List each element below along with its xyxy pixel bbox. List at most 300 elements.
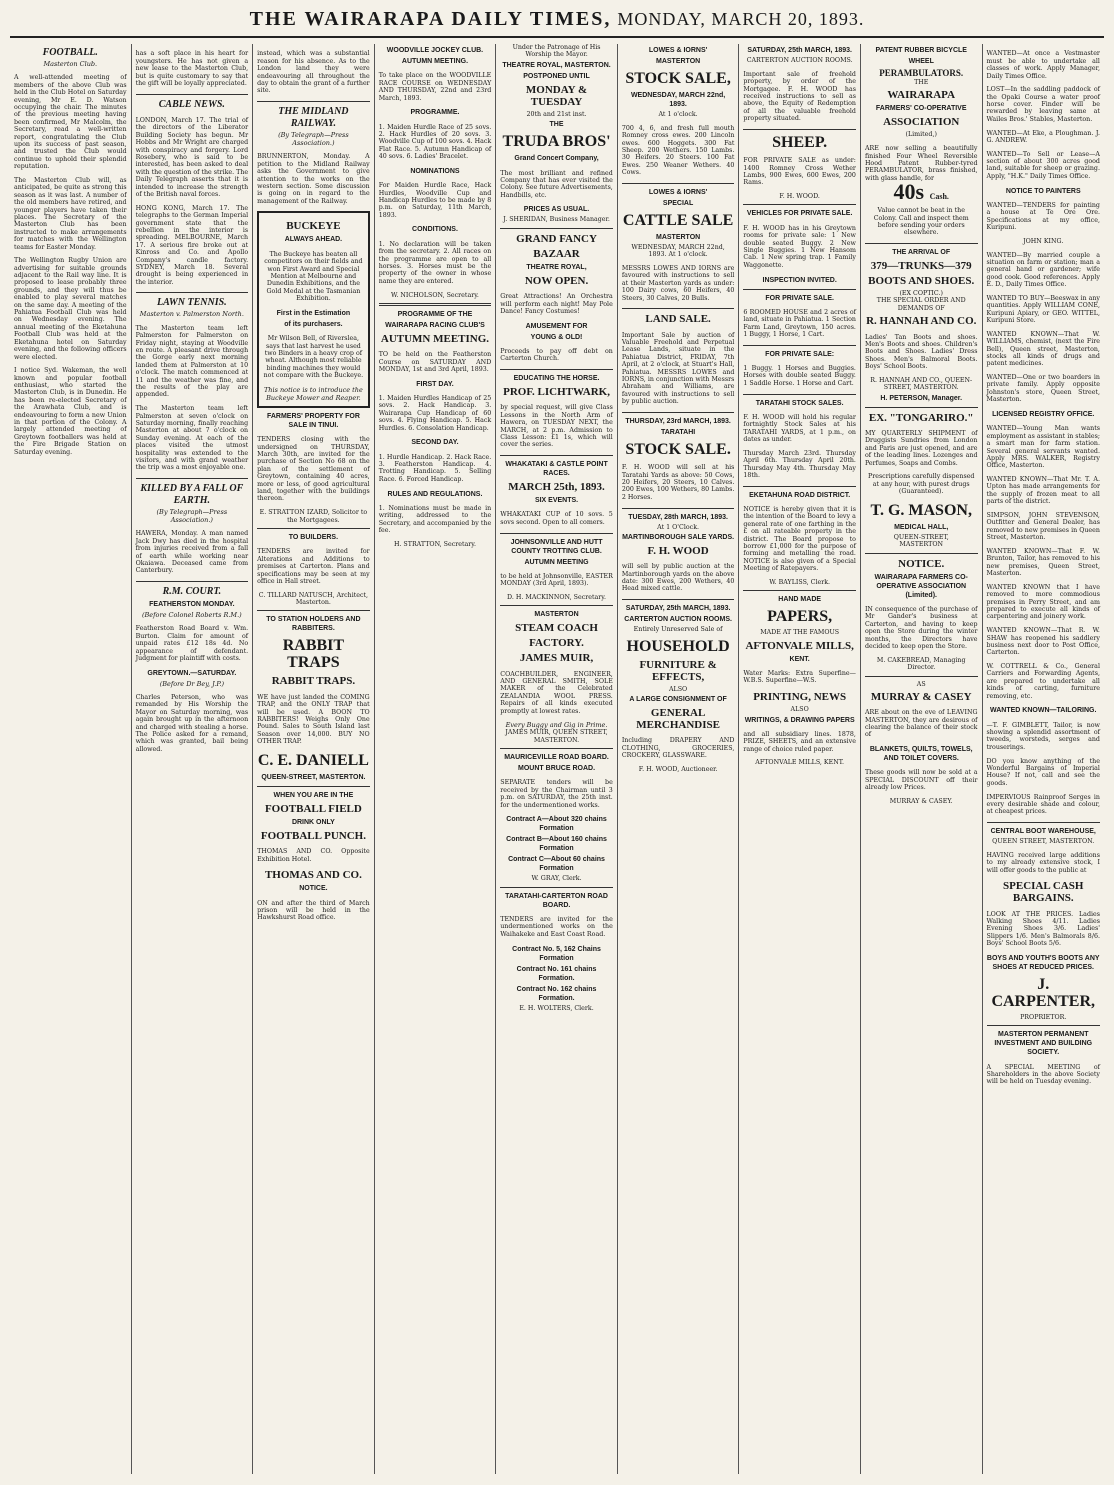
advert-text: 6 ROOMED HOUSE and 2 acres of land, situate in Pahiatua. 1 Section Farm Land, Greytown, 150 acres. 1 Buggy, 1 Horse, 1 Cart. bbox=[743, 308, 856, 339]
divider bbox=[379, 303, 492, 306]
advert-heading: PROGRAMME. bbox=[410, 109, 460, 117]
advert-heading: CONDITIONS. bbox=[412, 226, 458, 234]
divider bbox=[743, 486, 856, 487]
advert-text: IN consequence of the purchase of Mr Gander's business at Carterton, and having to keep open the Store during the winter months, the Directors have decided to keep open the Store. bbox=[864, 605, 978, 650]
advert-text: 1. Nominations must be made in writing, addressed to the Secretary, and accompanied by the fee. bbox=[378, 504, 492, 535]
section-subtitle: (By Telegraph—Press Association.) bbox=[278, 131, 349, 148]
advert-heading: VEHICLES FOR PRIVATE SALE. bbox=[746, 210, 853, 218]
advert-text: ON and after the third of March prison will be held in the Hawkshurst Road office. bbox=[257, 899, 370, 922]
advert-signature: M. CAKEBREAD, Managing Director. bbox=[876, 656, 966, 672]
advert-heading: TARATAHI STOCK SALES. bbox=[755, 399, 844, 407]
divider bbox=[743, 345, 856, 346]
advert-title: BAZAAR bbox=[533, 247, 580, 260]
classified-ad: WANTED KNOWN—That F. W. Brunton, Tailor, has removed to his new premises, Queen Street, Masterton. bbox=[986, 547, 1100, 578]
advert-line: WRITINGS, & DRAWING PAPERS bbox=[744, 716, 855, 724]
classified-ad: WANTED—At once a Vestmaster must be able to undertake all classes of work. Apply Manager, Daily Times Office. bbox=[986, 50, 1100, 80]
advert-line: CARTERTON AUCTION ROOMS. bbox=[746, 57, 853, 64]
advert-line: BOYS AND YOUTH'S BOOTS ANY SHOES AT REDUCED PRICES. bbox=[986, 954, 1100, 971]
divider bbox=[136, 94, 249, 95]
section-title: R.M. COURT. bbox=[162, 586, 222, 598]
article-text: HAWERA, Monday. A man named Jack Dwy has died in the hospital from injuries received from a fall of earth while working near Okaiawa. Deceased came from Canterbury. bbox=[135, 530, 249, 575]
divider bbox=[257, 528, 370, 529]
advert-firm: C. E. DANIELL bbox=[257, 751, 369, 769]
advert-heading: RULES AND REGULATIONS. bbox=[387, 490, 483, 498]
column-3 bbox=[253, 44, 375, 1474]
divider bbox=[987, 822, 1100, 823]
advert-subtitle: POSTPONED UNTIL bbox=[523, 72, 590, 80]
divider bbox=[257, 786, 370, 787]
advert-text: by special request, will give Class Lessons in the North Arm of Hawera, on TUESDAY NEXT, the MARCH, at 2 p.m. Admission to Class Lesson: £1 1s, which will cover the series. bbox=[500, 404, 613, 449]
issue-date: MONDAY, MARCH 20, 1893. bbox=[617, 9, 865, 29]
price-cash: Cash. bbox=[929, 192, 949, 202]
classified-ad: WANTED KNOWN—That W. WILLIAMS, chemist, (next the Fire Bell), Queen street, Masterton, stocks all kinds of drugs and patent medicines. bbox=[986, 330, 1100, 368]
advert-signature: F. H. WOOD. bbox=[779, 193, 820, 201]
advert-firm: AFTONVALE MILLS, bbox=[745, 639, 854, 652]
advert-signature: J. SHERIDAN, Business Manager. bbox=[503, 216, 610, 224]
advert-line: 20th and 21st inst. bbox=[526, 110, 587, 118]
classified-ad: WANTED—TENDERS for painting a house at Te Ore Ore. Specifications at my office, Kuripuni. bbox=[986, 201, 1100, 232]
advert-line: Contract No. 162 chains Formation. bbox=[516, 985, 597, 1002]
advert-title: SPECIAL CASH BARGAINS. bbox=[1003, 880, 1084, 905]
column-8 bbox=[861, 44, 983, 1474]
divider bbox=[500, 369, 613, 370]
advert-text: WE have just landed the COMING TRAP, and the ONLY TRAP that will be used. A BOON TO RABBITERS! Weighs Only One Pound. Sales to South Island last Season over 14,000. BUY NO OTHER TRAP. bbox=[257, 693, 370, 746]
advert-line: WEDNESDAY, MARCH 22nd, 1893. bbox=[630, 92, 726, 108]
section-subtitle: (Before Colonel Roberts R.M.) bbox=[141, 611, 242, 620]
advert-line: WAIRARAPA FARMERS CO-OPERATIVE ASSOCIATION (Limited). bbox=[874, 573, 968, 599]
classified-ad: WANTED—Young Man wants employment as assistant in stables; a smart man for farm station. Several general servants wanted. Apply MRS. WALKER, Registry Office, Masterton. bbox=[986, 425, 1100, 470]
section-title: FOOTBALL. bbox=[42, 47, 98, 58]
advert-heading: MASTERTON PERMANENT INVESTMENT AND BUILDING SOCIETY. bbox=[994, 1031, 1093, 1057]
advert-text: These goods will now be sold at a SPECIAL DISCOUNT off their already low Prices. bbox=[864, 769, 978, 792]
divider bbox=[865, 407, 978, 408]
advert-text: The most brilliant and refined Company that has ever visited the Colony. See future Advertisements, Handbills, etc. bbox=[500, 169, 613, 199]
advert-title: STOCK SALE. bbox=[625, 440, 731, 458]
advert-signature: JAMES MUIR, QUEEN STREET, MASTERTON. bbox=[505, 729, 608, 744]
advert-signature: C. TILLARD NATUSCH, Architect, Masterton. bbox=[258, 591, 369, 607]
divider bbox=[987, 1025, 1100, 1026]
advert-title: 379—TRUNKS—379 bbox=[870, 260, 972, 273]
article-text: LONDON, March 17. The trial of the directors of the Liberator Building Society has begun. Mr Hobbs and Mr Wright are charged with conspiracy and forgery. Lord Rosebery, who is said to be interested, has been asked to deal with the question of the strike. The Daily Telegraph asserts that it is intended to increase the strength of the British naval forces. bbox=[135, 116, 249, 198]
advert-line: MASTERTON bbox=[655, 58, 701, 65]
classified-ad: WANTED—One or two boarders in private family. Apply opposite Johnston's store, Queen Street, Masterton. bbox=[986, 374, 1100, 404]
advert-firm: THOMAS AND CO. bbox=[264, 869, 362, 882]
advert-text: WHAKATAKI CUP of 10 sovs. 5 sovs second. Open to all comers. bbox=[500, 511, 613, 526]
divider bbox=[622, 308, 735, 309]
divider bbox=[743, 394, 856, 395]
advert-text: Thursday March 23rd. Thursday April 6th. Thursday April 20th. Thursday May 4th. Thursday May 18th. bbox=[743, 449, 856, 479]
advert-text: TENDERS closing with the undersigned on THURSDAY, March 30th, are invited for the purchase of Section No 68 on the plan of the settlement of Greytown, containing 40 acres, more or less, of good agricultural land, together with the buildings thereon. bbox=[257, 436, 370, 503]
divider bbox=[865, 243, 978, 244]
classified-ad: DO you know anything of the Wonderful Bargains of Imperial House? If not, call and see the goods. bbox=[986, 757, 1100, 787]
advert-text: to be held at Johnsonville, EASTER MONDAY (3rd April, 1893). bbox=[500, 572, 613, 588]
divider bbox=[500, 887, 613, 888]
advert-line: THEATRE ROYAL, bbox=[526, 263, 587, 271]
advert-heading: EKETAHUNA ROAD DISTRICT. bbox=[749, 491, 851, 499]
article-text: The Wellington Rugby Union are advertising for suitable grounds adjacent to the Rail way line. It is proposed to lease probably three grounds, and they will thus be enabled to play several matches on the same day. A meeting of the Pahiatua Football Club was held on Wednesday evening. The annual meeting of the Eketahuna Football Club was held at the Eketahuna hotel on Saturday evening, and the following officers were elected. bbox=[14, 257, 127, 361]
article-text: Featherston Road Board v. Wm. Burton. Claim for amount of unpaid rates £12 18s 4d. No appearance of defendant. Judgment for plaintiff with costs. bbox=[135, 625, 249, 663]
divider bbox=[865, 676, 978, 677]
advert-signature: AFTONVALE MILLS, KENT. bbox=[755, 759, 845, 767]
divider bbox=[136, 581, 249, 582]
divider bbox=[622, 183, 735, 184]
advert-firm: MURRAY & CASEY bbox=[870, 690, 972, 703]
advert-text: Ladies' Tan Boots and shoes. Men's Boots and shoes. Children's Boots and Shoes. Ladies' Dress Shoes. Men's Balmoral Boots. Boys' School Boots. bbox=[864, 333, 978, 371]
classified-ad: WANTED—To Sell or Lease—A section of about 300 acres good land, suitable for sheep or grazing. Apply, "H.K." Daily Times Office. bbox=[986, 150, 1100, 180]
advert-signature: W. GRAY, Clerk. bbox=[531, 875, 582, 883]
advert-heading: WOODVILLE JOCKEY CLUB. bbox=[386, 47, 484, 54]
advert-text: 1. Maiden Hurdles Handicap of 25 sovs. 2. Hack Handicap. 3. Wairarapa Cup Handicap of 60 sovs. 4. Flying Handicap. 5. Hack Hurdles. 6. Consolation Handicap. bbox=[378, 395, 492, 432]
advert-line: Contract C—About 60 chains Formation bbox=[508, 856, 605, 873]
advert-heading: JOHNSONVILLE AND HUTT COUNTY TROTTING CLUB. bbox=[510, 538, 603, 555]
advert-title: MARCH 25th, 1893. bbox=[508, 481, 605, 494]
column-9 bbox=[983, 44, 1104, 1474]
advert-line: DRINK ONLY bbox=[291, 818, 335, 826]
article-text: The Masterton Club will, as anticipated, be quite as strong this season as it was last. A number of the old members have retired, and younger players have taken their places. The Secretary of the Masterton Club has been instructed to make arrangements for matches with the Wellington teams for Easter Monday. bbox=[14, 176, 127, 251]
classified-ad: WANTED KNOWN—That Mr. T. A. Upton has made arrangements for the supply of frozen meat to all parts of the district. bbox=[986, 476, 1100, 506]
divider bbox=[257, 101, 370, 102]
advert-line: Contract B—About 160 chains Formation bbox=[506, 836, 607, 853]
advert-title: EX. "TONGARIRO." bbox=[868, 411, 974, 424]
advert-text: SEPARATE tenders will be received by the Chairman until 3 p.m. on SATURDAY, the 25th inst. for the undermentioned works. bbox=[500, 779, 613, 809]
advert-line: Under the Patronage of His Worship the Mayor. bbox=[512, 44, 601, 59]
classified-ad: W. COTTRELL & Co., General Carriers and Forwarding Agents, are prepared to undertake all kinds of carting, furniture removing, etc. bbox=[986, 663, 1100, 700]
section-title: THE MIDLAND RAILWAY. bbox=[278, 106, 349, 130]
advert-title: GRAND FANCY bbox=[516, 232, 597, 245]
advert-heading: PATENT RUBBER BICYCLE bbox=[875, 47, 967, 54]
advert-line: THE bbox=[914, 79, 929, 86]
column-2 bbox=[132, 44, 254, 1474]
advert-line: ALSO bbox=[668, 685, 688, 693]
advert-text: 1. Hurdle Handicap. 2. Hack Race. 3. Featherston Handicap. 4. Trotting Handicap. 5. Selling Race. 6. Forced Handicap. bbox=[378, 453, 492, 483]
classified-ad: WANTED KNOWN—That R. W. SHAW has reopened his saddlery business next door to Post Office, Carterton. bbox=[986, 627, 1100, 657]
advert-title: STEAM COACH bbox=[515, 622, 598, 635]
masthead bbox=[10, 8, 1104, 38]
classified-ad: SIMPSON, JOHN STEVENSON, Outfitter and General Dealer, has removed to new premises in Queen Street, Masterton. bbox=[986, 511, 1100, 542]
advert-title: PAPERS, bbox=[767, 608, 833, 626]
advert-text: A SPECIAL MEETING of Shareholders in the above Society will be held on Tuesday evening. bbox=[986, 1063, 1100, 1086]
advert-line: TUESDAY, 28th MARCH, 1893. bbox=[628, 513, 728, 521]
advert-line: Every Buggy and Gig in Prime. bbox=[505, 721, 608, 730]
advert-line: WEDNESDAY, MARCH 22nd, 1893. At 1 o'clock. bbox=[631, 243, 725, 259]
advert-line: Contract No. 5, 162 Chains Formation bbox=[512, 945, 601, 962]
section-heading: GREYTOWN.—SATURDAY. bbox=[147, 669, 237, 677]
advert-title: PERAMBULATORS. bbox=[879, 68, 964, 78]
advert-line: WHEEL bbox=[908, 58, 934, 65]
section-heading: FEATHERSTON MONDAY. bbox=[149, 601, 235, 609]
advert-line: ALSO bbox=[790, 706, 809, 714]
advert-line: MADE AT THE FAMOUS bbox=[760, 629, 840, 637]
article-text: The Masterton team left Palmerston for Palmerston on Friday night, staying at Woodville en route. A pleasant drive through the Gorge early next morning landed them at Palmerston at 10 o'clock. The match commenced at 11 and the weather was fine, and the results of the play are appended. bbox=[135, 324, 249, 399]
classified-ad: WANTED KNOWN that I have removed to more commodious premises in Perry Street, and am prepared to execute all kinds of carpentering and joinery work. bbox=[986, 583, 1100, 621]
advert-text: Proceeds to pay off debt on Carterton Church. bbox=[500, 347, 613, 363]
advert-signature: H. PETERSON, Manager. bbox=[880, 394, 963, 402]
advert-heading: WHEN YOU ARE IN THE bbox=[273, 791, 354, 799]
advert-heading: First in the Estimation bbox=[276, 309, 351, 317]
advert-text: and all subsidiary lines. 1878, PRIZE, SHEETS, and an extensive range of choice ruled paper. bbox=[743, 730, 856, 753]
advert-text: HAVING received large additions to my already extensive stock, I will offer goods to the public at bbox=[986, 851, 1100, 874]
classified-ad: LOST—In the saddling paddock of the Opaki Course a water proof horse cover. Finder will be rewarded by leaving same at Wailes Bros.' Stables, Masterton. bbox=[986, 86, 1100, 123]
advert-text: Prescriptions carefully dispensed at any hour, with purest drugs (Guaranteed). bbox=[867, 473, 975, 496]
advert-text: LOOK AT THE PRICES. Ladies Walking Shoes 4/11. Ladies Evening Shoes 3/6. Ladies' Slippers 1/6. Men's Balmorals 8/6. Boys' School Boots 5/6. bbox=[986, 910, 1100, 948]
advert-address: QUEEN-STREET, MASTERTON. bbox=[261, 773, 366, 781]
advert-text: Including DRAPERY AND CLOTHING, GROCERIES, CROCKERY, GLASSWARE. bbox=[621, 737, 735, 760]
advert-line: Entirely Unreserved Sale of bbox=[633, 626, 723, 634]
advert-heading: FIRST DAY. bbox=[416, 380, 454, 388]
advert-text: will sell by public auction at the Martinborough yards on the above date: 300 Ewes, 200 Wethers, 40 Head mixed cattle. bbox=[621, 563, 735, 593]
advert-line: THE bbox=[549, 121, 564, 129]
advert-text: Important Sale by auction of Valuable Freehold and Perpetual Lease Lands, situate in the Pahiatua District, FRIDAY, 7th April, at 2 o'clock, at Stuart's Hall, Pahiatua. MESSRS LOWES and IORNS, in conjunction with Messrs Abraham and Williams, are favoured with instructions to sell by public auction. bbox=[621, 331, 735, 406]
advert-heading: NOMINATIONS bbox=[410, 167, 460, 175]
advert-firm: R. HANNAH AND CO. bbox=[866, 315, 977, 328]
section-subtitle: (Before Dr Bey, J.P.) bbox=[159, 679, 224, 688]
advert-firm: WAIRARAPA bbox=[887, 89, 956, 102]
classified-ad: WANTED—By married couple a situation on farm or station; man a general hand or gardener; wife good cook. Good references. Apply E. D., Daily Times Office. bbox=[986, 251, 1100, 289]
advert-title: NOTICE. bbox=[898, 557, 945, 570]
advert-line: TARATAHI bbox=[660, 428, 696, 436]
advert-title: HOUSEHOLD bbox=[626, 637, 730, 655]
advert-text: For Maiden Hurdle Race, Hack Hurdles, Woodville Cup and Handicap Hurdles to be made by 8 p.m. on Saturday, 11th March, 1893. bbox=[378, 182, 492, 219]
section-title: CABLE NEWS. bbox=[158, 98, 225, 110]
divider bbox=[500, 455, 613, 456]
divider bbox=[622, 412, 735, 413]
advert-title: CATTLE SALE bbox=[622, 211, 734, 229]
advert-heading: WHAKATAKI & CASTLE POINT RACES. bbox=[505, 461, 608, 478]
advert-heading: CENTRAL BOOT WAREHOUSE, bbox=[990, 828, 1096, 836]
advert-text: F. H. WOOD has in his Greytown rooms for private sale: 1 New double seated Buggy. 2 New Single Buggies. 1 New Hansom Cab. 1 New spring trap. 1 Family Waggonette. bbox=[743, 224, 856, 269]
advert-firm: FARMERS' CO-OPERATIVE bbox=[875, 105, 967, 113]
classified-ad: WANTED—At Eke, a Ploughman. J. G. ANDREW. bbox=[986, 129, 1100, 144]
advert-text: ARE about on the eve of LEAVING MASTERTON, they are desirous of clearing the balance of their stock of bbox=[864, 709, 978, 739]
classified-ad: —T. F. GIMBLETT, Tailor, is now showing a splendid assortment of tweeds, worsteds, serges and trouserings. bbox=[986, 721, 1100, 751]
advert-signature: W. BAYLISS, Clerk. bbox=[769, 578, 831, 586]
advert-line: PRICES AS USUAL. bbox=[523, 206, 590, 214]
advert-line: YOUNG & OLD! bbox=[530, 333, 583, 341]
divider bbox=[136, 478, 249, 479]
advert-text: THOMAS AND CO. Opposite Exhibition Hotel. bbox=[257, 848, 370, 863]
advert-title: BOOTS AND SHOES. bbox=[868, 275, 975, 288]
advert-heading: MASTERTON bbox=[534, 611, 579, 619]
advert-line: THE SPECIAL ORDER AND DEMANDS OF bbox=[876, 297, 966, 312]
advert-title: TRUDA BROS' bbox=[502, 133, 611, 151]
advert-line: AS bbox=[916, 680, 926, 688]
advert-line: KENT. bbox=[789, 655, 810, 663]
advert-heading: MAURICEVILLE ROAD BOARD. bbox=[504, 754, 609, 762]
advert-text: Value cannot be beat in the Colony. Call and inspect them before sending your orders elsewhere. bbox=[873, 207, 969, 237]
advert-heading: WANTED KNOWN—TAILORING. bbox=[990, 707, 1097, 715]
advert-text: MY QUARTERLY SHIPMENT of Druggists Sundries from London and Paris are just opened, and are of the leading lines. Lozenges and Perfumes, Soaps and Combs. bbox=[864, 430, 978, 467]
advert-subtitle: RABBIT TRAPS. bbox=[271, 675, 356, 688]
divider bbox=[500, 228, 613, 229]
advert-subtitle: Grand Concert Company, bbox=[514, 155, 599, 163]
divider bbox=[622, 599, 735, 600]
advert-text: Important sale of freehold property, by order of the Mortgagee. F. H. WOOD has received instructions to sell as above, the Equity of Redemption of all the valuable freehold property situated. bbox=[743, 70, 856, 123]
columns bbox=[10, 44, 1104, 1474]
advert-text: Mr Wilson Bell, of Riverslea, says that last harvest he used two Binders in a heavy crop of wheat. Although most reliable binding machines they would not compare with the Buckeye. bbox=[263, 335, 364, 380]
advert-line: SIX EVENTS. bbox=[534, 497, 579, 505]
article-text: The Masterton team left Palmerston at seven o'clock on Saturday morning, finally reaching Masterton at about 7 o'clock on Sunday evening. At each of the places visited the utmost hospitality was extended to the visitors, and with grand weather the trip was a most enjoyable one. bbox=[135, 405, 249, 472]
advert-heading: LICENSED REGISTRY OFFICE. bbox=[992, 411, 1095, 418]
divider bbox=[743, 204, 856, 205]
advert-text: F. H. WOOD will hold his regular fortnightly Stock Sales at his TARATAHI YARDS, at 1 p.m., on dates as under. bbox=[743, 413, 856, 444]
advert-line: AMUSEMENT FOR bbox=[525, 322, 588, 330]
advert-signature: F. H. WOOD, Auctioneer. bbox=[638, 765, 718, 773]
advert-text: 1 Buggy. 1 Horses and Buggies. Horses with double seated Buggy. 1 Saddle Horse. 1 Horse and Cart. bbox=[743, 365, 856, 387]
advert-heading: NOTICE. bbox=[299, 885, 328, 893]
advert-title: AUTUMN MEETING. bbox=[380, 332, 490, 345]
advert-line: BLANKETS, QUILTS, TOWELS, AND TOILET COVERS. bbox=[869, 746, 973, 763]
advert-text: 1. Maiden Hurdle Race of 25 sovs. 2. Hack Hurdles of 20 sovs. 3. Woodville Cup of 100 sovs. 4. Hack Flat Race. 5. Autumn Handicap of 40 sovs. 6. Ladies' Bracelet. bbox=[378, 123, 492, 161]
advert-heading: SECOND DAY. bbox=[411, 439, 459, 447]
advert-title: RABBIT TRAPS bbox=[282, 637, 345, 672]
advert-heading: of its purchasers. bbox=[284, 320, 343, 328]
column-4 bbox=[375, 44, 497, 1474]
advert-line: MASTERTON bbox=[899, 541, 944, 549]
advert-heading: THE ARRIVAL OF bbox=[892, 249, 951, 257]
advert-title: STOCK SALE, bbox=[625, 70, 731, 87]
advert-line: Contract A—About 320 chains Formation bbox=[506, 816, 607, 833]
advert-title: BUCKEYE bbox=[286, 220, 341, 233]
advert-subtitle: MOUNT BRUCE ROAD. bbox=[518, 765, 596, 773]
newspaper-title: THE WAIRARAPA DAILY TIMES, bbox=[249, 8, 612, 30]
divider bbox=[743, 289, 856, 290]
advert-line: QUEEN-STREET, bbox=[893, 533, 949, 541]
column-6 bbox=[618, 44, 740, 1474]
advert-heading: NOTICE TO PAINTERS bbox=[1005, 187, 1081, 195]
advert-line: SATURDAY, 25th MARCH, 1893. bbox=[625, 605, 731, 613]
advert-text: Great Attractions! An Orchestra will perform each night! May Pole Dance! Fancy Costumes! bbox=[500, 293, 613, 315]
advert-text: NOTICE is hereby given that it is the intention of the Board to levy a general rate of one farthing in the £ on all rateable property in the district. The Board propose to borrow £1,000 for the purpose of forming and metalling the road. NOTICE is also given of a Special Meeting of Ratepayers. bbox=[743, 505, 856, 573]
advert-text: 1. No declaration will be taken from the secretary. 2. All races on the programme are open to all horses. 3. Horses must be the property of the owner in whose name they are entered. bbox=[378, 240, 492, 285]
divider bbox=[500, 605, 613, 606]
advert-firm: ASSOCIATION bbox=[883, 116, 960, 129]
advert-firm: J. CARPENTER, bbox=[991, 975, 1095, 1010]
advert-subtitle: AUTUMN MEETING bbox=[524, 558, 589, 566]
advert-line: SATURDAY, 25th MARCH, 1893. bbox=[747, 47, 852, 54]
column-7 bbox=[739, 44, 861, 1474]
advert-line: A LARGE CONSIGNMENT OF bbox=[629, 696, 727, 703]
article-text: Charles Peterson, who was remanded by His Worship the Mayor on Saturday morning, was again brought up in the afternoon and charged with stealing a horse. The Police asked for a remand, which was granted, bail being allowed. bbox=[135, 694, 249, 753]
column-1 bbox=[10, 44, 132, 1474]
advert-line: INSPECTION INVITED. bbox=[762, 276, 837, 284]
section-subtitle: Masterton v. Palmerston North. bbox=[139, 310, 244, 319]
advert-text: TENDERS are invited for Alterations and Additions to premises at Carterton. Plans and specifications may be seen at my office in Hall street. bbox=[257, 548, 370, 585]
section-subtitle: Masterton Club. bbox=[43, 60, 98, 68]
divider bbox=[743, 129, 856, 130]
advert-title: MONDAY & TUESDAY bbox=[525, 83, 588, 108]
advert-line: NOW OPEN. bbox=[524, 274, 589, 287]
classified-ad: WANTED TO BUY—Beeswax in any quantities. Apply WILLIAM CONE, Kuripuni Apiary, or GEO. WITTEL, Kuripuni Store. bbox=[986, 294, 1100, 325]
advert-heading: HAND MADE bbox=[778, 596, 822, 604]
divider bbox=[257, 610, 370, 611]
advert-heading: TARATAHI-CARTERTON ROAD BOARD. bbox=[505, 892, 608, 909]
advert-text: ARE now selling a beautifully finished Four Wheel Reversible Hood Patent Rubber-tyred PERAMBULATOR, brass finished, with glass handle, for bbox=[864, 145, 978, 182]
article-text: has a soft place in his heart for youngsters. He has not given a new lease to the Masterton Club, but is quite customary to say that the gift will be loyally appreciated. bbox=[135, 50, 249, 87]
column-5 bbox=[496, 44, 618, 1474]
advert-line: QUEEN STREET, MASTERTON. bbox=[992, 838, 1095, 846]
article-text: I notice Syd. Wakeman, the well known and popular football enthusiast, who started the Masterton Club, is in Dunedin. He has been re-elected Secretary of the Arawhata Club, and is endeavouring to form a new Union in that portion of the Colony. A largely attended meeting of Greytown footballers was held at the Fire Brigade Station on Saturday evening. bbox=[14, 367, 127, 456]
advert-text: Water Marks: Extra Superfine—W.B.S. Superfine—W.S. bbox=[743, 670, 856, 685]
advert-line: MASTERTON bbox=[655, 233, 701, 241]
section-subtitle: (By Telegraph—Press Association.) bbox=[156, 508, 228, 525]
section-title: KILLED BY A FALL OF EARTH. bbox=[140, 483, 244, 507]
advert-signature: MURRAY & CASEY. bbox=[889, 797, 953, 805]
advert-heading: FARMERS' PROPERTY FOR SALE IN TINUI. bbox=[266, 412, 360, 429]
advert-heading: MARTINBOROUGH SALE YARDS. bbox=[622, 533, 735, 541]
advert-price bbox=[865, 179, 978, 205]
classified-ad: IMPERVIOUS Rainproof Serges in every desirable shade and colour, at cheapest prices. bbox=[986, 793, 1100, 816]
advert-heading: LOWES & IORNS' bbox=[648, 188, 708, 196]
advert-signature: D. H. MACKINNON, Secretary. bbox=[507, 593, 606, 601]
advert-heading: EDUCATING THE HORSE. bbox=[513, 375, 600, 383]
advert-line: (Limited,) bbox=[905, 131, 937, 139]
divider bbox=[865, 553, 978, 554]
advert-line: FOOTBALL FIELD bbox=[264, 802, 362, 815]
advert-signature: H. STRATTON, Secretary. bbox=[393, 540, 476, 548]
advert-text: TENDERS are invited for the undermentioned works on the Waihakeke and East Coast Road. bbox=[500, 916, 613, 938]
advert-heading: FOR PRIVATE SALE. bbox=[765, 294, 834, 302]
price-amount: 40s bbox=[893, 179, 925, 205]
advert-line: THURSDAY, 23rd MARCH, 1893. bbox=[625, 417, 731, 425]
section-title: LAWN TENNIS. bbox=[157, 297, 227, 309]
advert-text: COACHBUILDER, ENGINEER, AND GENERAL SMITH, SOLE MAKER of the Celebrated ZEALANDIA WOOL PRESS. Repairs of all kinds executed promptly at lowest rates. bbox=[500, 670, 613, 715]
advert-signature: PROPRIETOR. bbox=[1020, 1013, 1067, 1021]
advert-text: The Buckeye has beaten all competitors on their fields and won First Award and Special Mention at Melbourne and Dunedin Exhibitions, and the Gold Medal at the Tasmanian Exhibition. bbox=[264, 250, 363, 303]
article-text: BRUNNERTON, Monday. A petition to the Midland Railway asks the Government to give attention to the works on the western section. Some discussion is going on in regard to the management of the Railway. bbox=[257, 153, 370, 205]
advert-title: SHEEP. bbox=[772, 133, 828, 151]
advert-footer: This notice is to introduce the Buckeye Mower and Reaper. bbox=[263, 385, 363, 402]
advert-firm: T. G. MASON, bbox=[870, 501, 972, 519]
advert-line: SPECIAL bbox=[662, 199, 694, 207]
advert-heading: THEATRE ROYAL, MASTERTON. bbox=[502, 61, 611, 69]
divider bbox=[500, 533, 613, 534]
divider bbox=[500, 748, 613, 749]
article-text: HONG KONG, March 17. The telegraphs to the German Imperial government state that the rebellion in the interior is spreading. MELBOURNE, March 17. A serious fire broke out at Kinross and Co. and Apollo Company's candle factory. SYDNEY, March 18. Several drought is being experienced in the interior. bbox=[135, 204, 249, 286]
buckeye-advert bbox=[257, 211, 370, 407]
advert-heading: FOR PRIVATE SALE: bbox=[765, 350, 835, 358]
article-text: instead, which was a substantial reason for his absence. As to the London land they were endeavouring all throughout the day to obtain the grant of a further site. bbox=[257, 50, 370, 95]
advert-line: At 1 o'clock. bbox=[658, 111, 698, 118]
divider bbox=[743, 590, 856, 591]
advert-text: TO be held on the Featherston Course on SATURDAY AND MONDAY, 1st and 3rd April, 1893. bbox=[378, 351, 492, 374]
advert-line: At 1 O'Clock. bbox=[657, 523, 700, 531]
advert-text: MESSRS LOWES AND IORNS are favoured with instructions to sell at their Masterton yards as under: 100 Dairy cows, 60 Heifers, 40 Steers, 30 Calves, 20 Bulls. bbox=[621, 264, 735, 302]
advert-title: PROF. LICHTWARK, bbox=[503, 386, 610, 399]
advert-heading: PROGRAMME OF THE bbox=[397, 310, 473, 318]
advert-signature: E. STRATTON IZARD, Solicitor to the Mortgagees. bbox=[259, 509, 368, 524]
article-text: A well-attended meeting of members of the above Club was held in the Club Hotel on Saturday evening, Mr E. D. Watson occupying the chair. The minutes of the previous meeting having been confirmed, Mr Malcolm, the Secretary, read a well-written report, congratulating the Club upon its success of past season, and trusted the Club would continue to uphold their splendid reputation. bbox=[14, 74, 127, 171]
advert-title: FOOTBALL PUNCH. bbox=[260, 829, 366, 842]
advert-line: PRINTING, NEWS bbox=[753, 691, 847, 704]
divider bbox=[622, 508, 735, 509]
advert-title: LAND SALE. bbox=[645, 313, 711, 326]
advert-line: Contract No. 161 chains Formation. bbox=[516, 965, 597, 982]
advert-signature: R. HANNAH AND CO., QUEEN-STREET, MASTERTON. bbox=[870, 376, 973, 392]
advert-subtitle: AUTUMN MEETING. bbox=[401, 58, 469, 65]
advert-subtitle: ALWAYS AHEAD. bbox=[284, 236, 343, 244]
advert-line: (EX COPTIC.) bbox=[899, 290, 943, 298]
advert-text: To take place on the WOODVILLE RACE COURSE on WEDNESDAY AND THURSDAY, 22nd and 23rd March, 1893. bbox=[378, 72, 492, 102]
advert-firm: F. H. WOOD bbox=[647, 544, 709, 557]
advert-heading: WAIRARAPA RACING CLUB'S bbox=[385, 321, 485, 329]
advert-title: FURNITURE & EFFECTS, bbox=[639, 658, 717, 683]
advert-signature: JOHN KING. bbox=[1023, 237, 1064, 245]
advert-text: F. H. WOOD will sell at his Taratahi Yards as above: 50 Cows, 20 Heifers, 20 Steers, 10 Calves. 200 Ewes, 100 Wethers, 80 Lambs. 2 Horses. bbox=[621, 464, 735, 501]
advert-signature: E. H. WOLTERS, Clerk. bbox=[519, 1004, 594, 1012]
advert-heading: TO BUILDERS. bbox=[288, 534, 339, 541]
advert-title: GENERAL MERCHANDISE bbox=[636, 707, 720, 731]
advert-line: MEDICAL HALL, bbox=[894, 523, 949, 531]
